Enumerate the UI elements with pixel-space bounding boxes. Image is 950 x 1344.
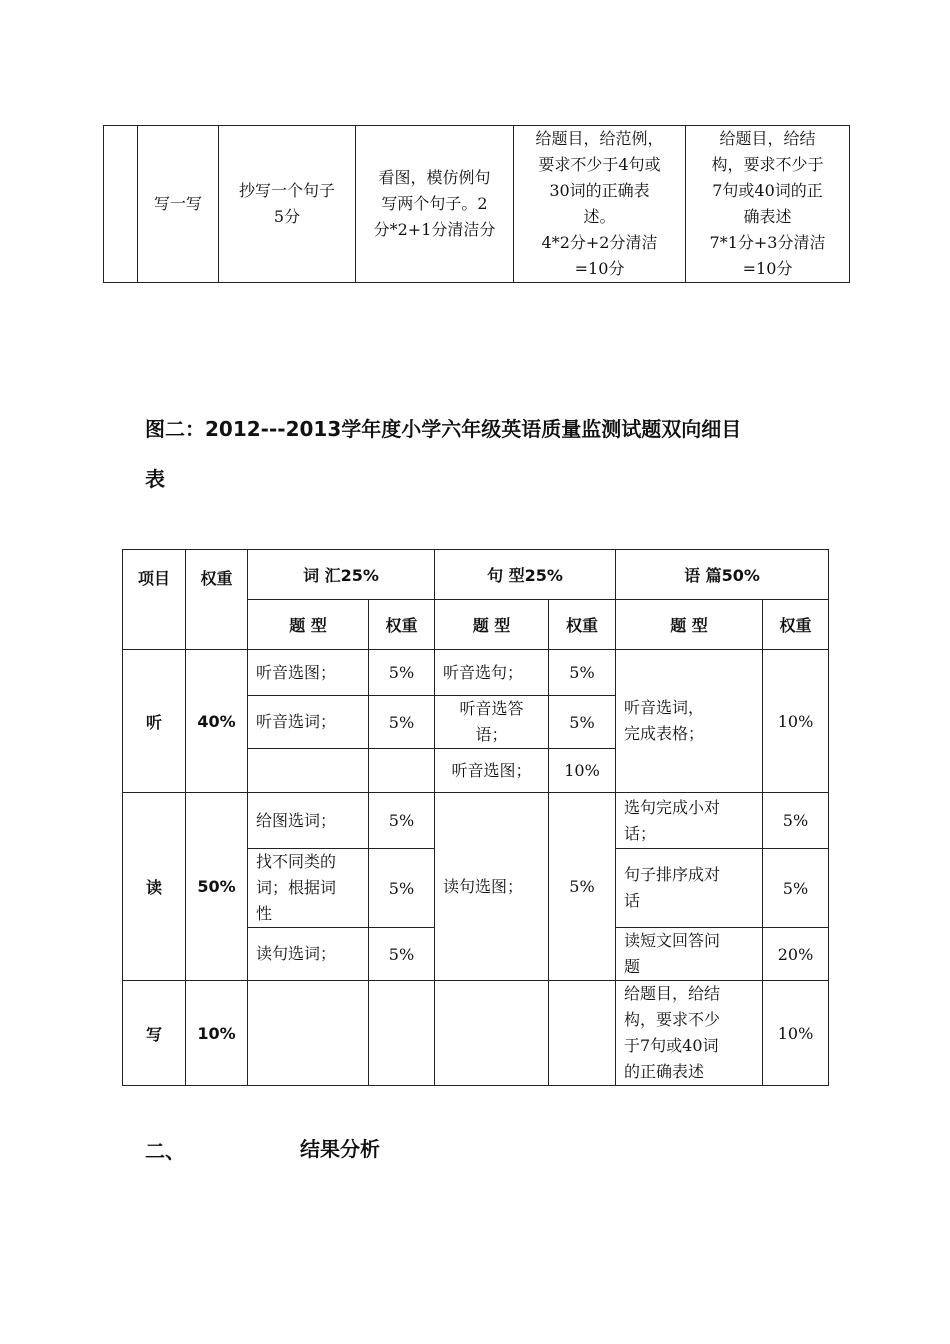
empty-cell [369,981,435,1086]
header-item: 项目 [123,550,186,650]
listen-vocab-1: 听音选图； [248,650,369,696]
row-label-write: 写一写 [138,126,219,283]
header-vocab: 词 汇25% [248,550,435,600]
header-type: 题 型 [435,600,549,650]
row-weight-write: 10% [186,981,248,1086]
read-sentence-1: 读句选图； [435,793,549,981]
listen-vocab-2: 听音选词； [248,696,369,749]
listen-vocab-1-weight: 5% [369,650,435,696]
listen-text-1: 听音选词， 完成表格； [616,650,763,793]
header-weight: 权重 [186,550,248,650]
read-vocab-2-weight: 5% [369,849,435,928]
empty-cell [435,981,549,1086]
row-label-listen: 听 [123,650,186,793]
listen-sentence-2: 听音选答 语； [435,696,549,749]
level-4-cell: 给题目，给结 构，要求不少于 7句或40词的正 确表述 7*1分+3分清洁 =10分 [686,126,850,283]
header-w: 权重 [369,600,435,650]
read-text-2-weight: 5% [763,849,829,928]
specification-table [122,549,829,1086]
read-vocab-3-weight: 5% [369,928,435,981]
row-weight-listen: 40% [186,650,248,793]
empty-cell [248,749,369,793]
row-label-read: 读 [123,793,186,981]
write-text-1-weight: 10% [763,981,829,1086]
write-text-1: 给题目，给结 构，要求不少 于7句或40词 的正确表述 [616,981,763,1086]
blank-cell [104,126,138,283]
figure-title: 图二：2012---2013学年度小学六年级英语质量监测试题双向细目 [145,417,742,441]
header-w: 权重 [763,600,829,650]
listen-sentence-3: 听音选图； [435,749,549,793]
header-text: 语 篇50% [616,550,829,600]
header-type: 题 型 [616,600,763,650]
listen-vocab-2-weight: 5% [369,696,435,749]
level-3-cell: 给题目，给范例， 要求不少于4句或 30词的正确表 述。 4*2分+2分清洁 =10分 [514,126,686,283]
read-text-3: 读短文回答问 题 [616,928,763,981]
empty-cell [248,981,369,1086]
read-text-3-weight: 20% [763,928,829,981]
read-text-2: 句子排序成对 话 [616,849,763,928]
section-title: 结果分析 [300,1137,380,1161]
read-vocab-3: 读句选词； [248,928,369,981]
row-label-write: 写 [123,981,186,1086]
read-vocab-1: 给图选词； [248,793,369,849]
read-text-1: 选句完成小对 话； [616,793,763,849]
row-weight-read: 50% [186,793,248,981]
writing-row-table [103,125,850,283]
header-w: 权重 [549,600,616,650]
level-2-cell: 看图，模仿例句 写两个句子。2 分*2+1分清洁分 [356,126,514,283]
section-number: 二、 [145,1139,185,1163]
listen-sentence-1-weight: 5% [549,650,616,696]
read-vocab-1-weight: 5% [369,793,435,849]
read-vocab-2: 找不同类的 词；根据词 性 [248,849,369,928]
listen-sentence-1: 听音选句； [435,650,549,696]
empty-cell [369,749,435,793]
listen-sentence-3-weight: 10% [549,749,616,793]
read-sentence-1-weight: 5% [549,793,616,981]
listen-sentence-2-weight: 5% [549,696,616,749]
figure-title-cont: 表 [145,467,165,491]
read-text-1-weight: 5% [763,793,829,849]
empty-cell [549,981,616,1086]
listen-text-1-weight: 10% [763,650,829,793]
header-type: 题 型 [248,600,369,650]
level-1-cell: 抄写一个句子 5分 [219,126,356,283]
header-sentence: 句 型25% [435,550,616,600]
